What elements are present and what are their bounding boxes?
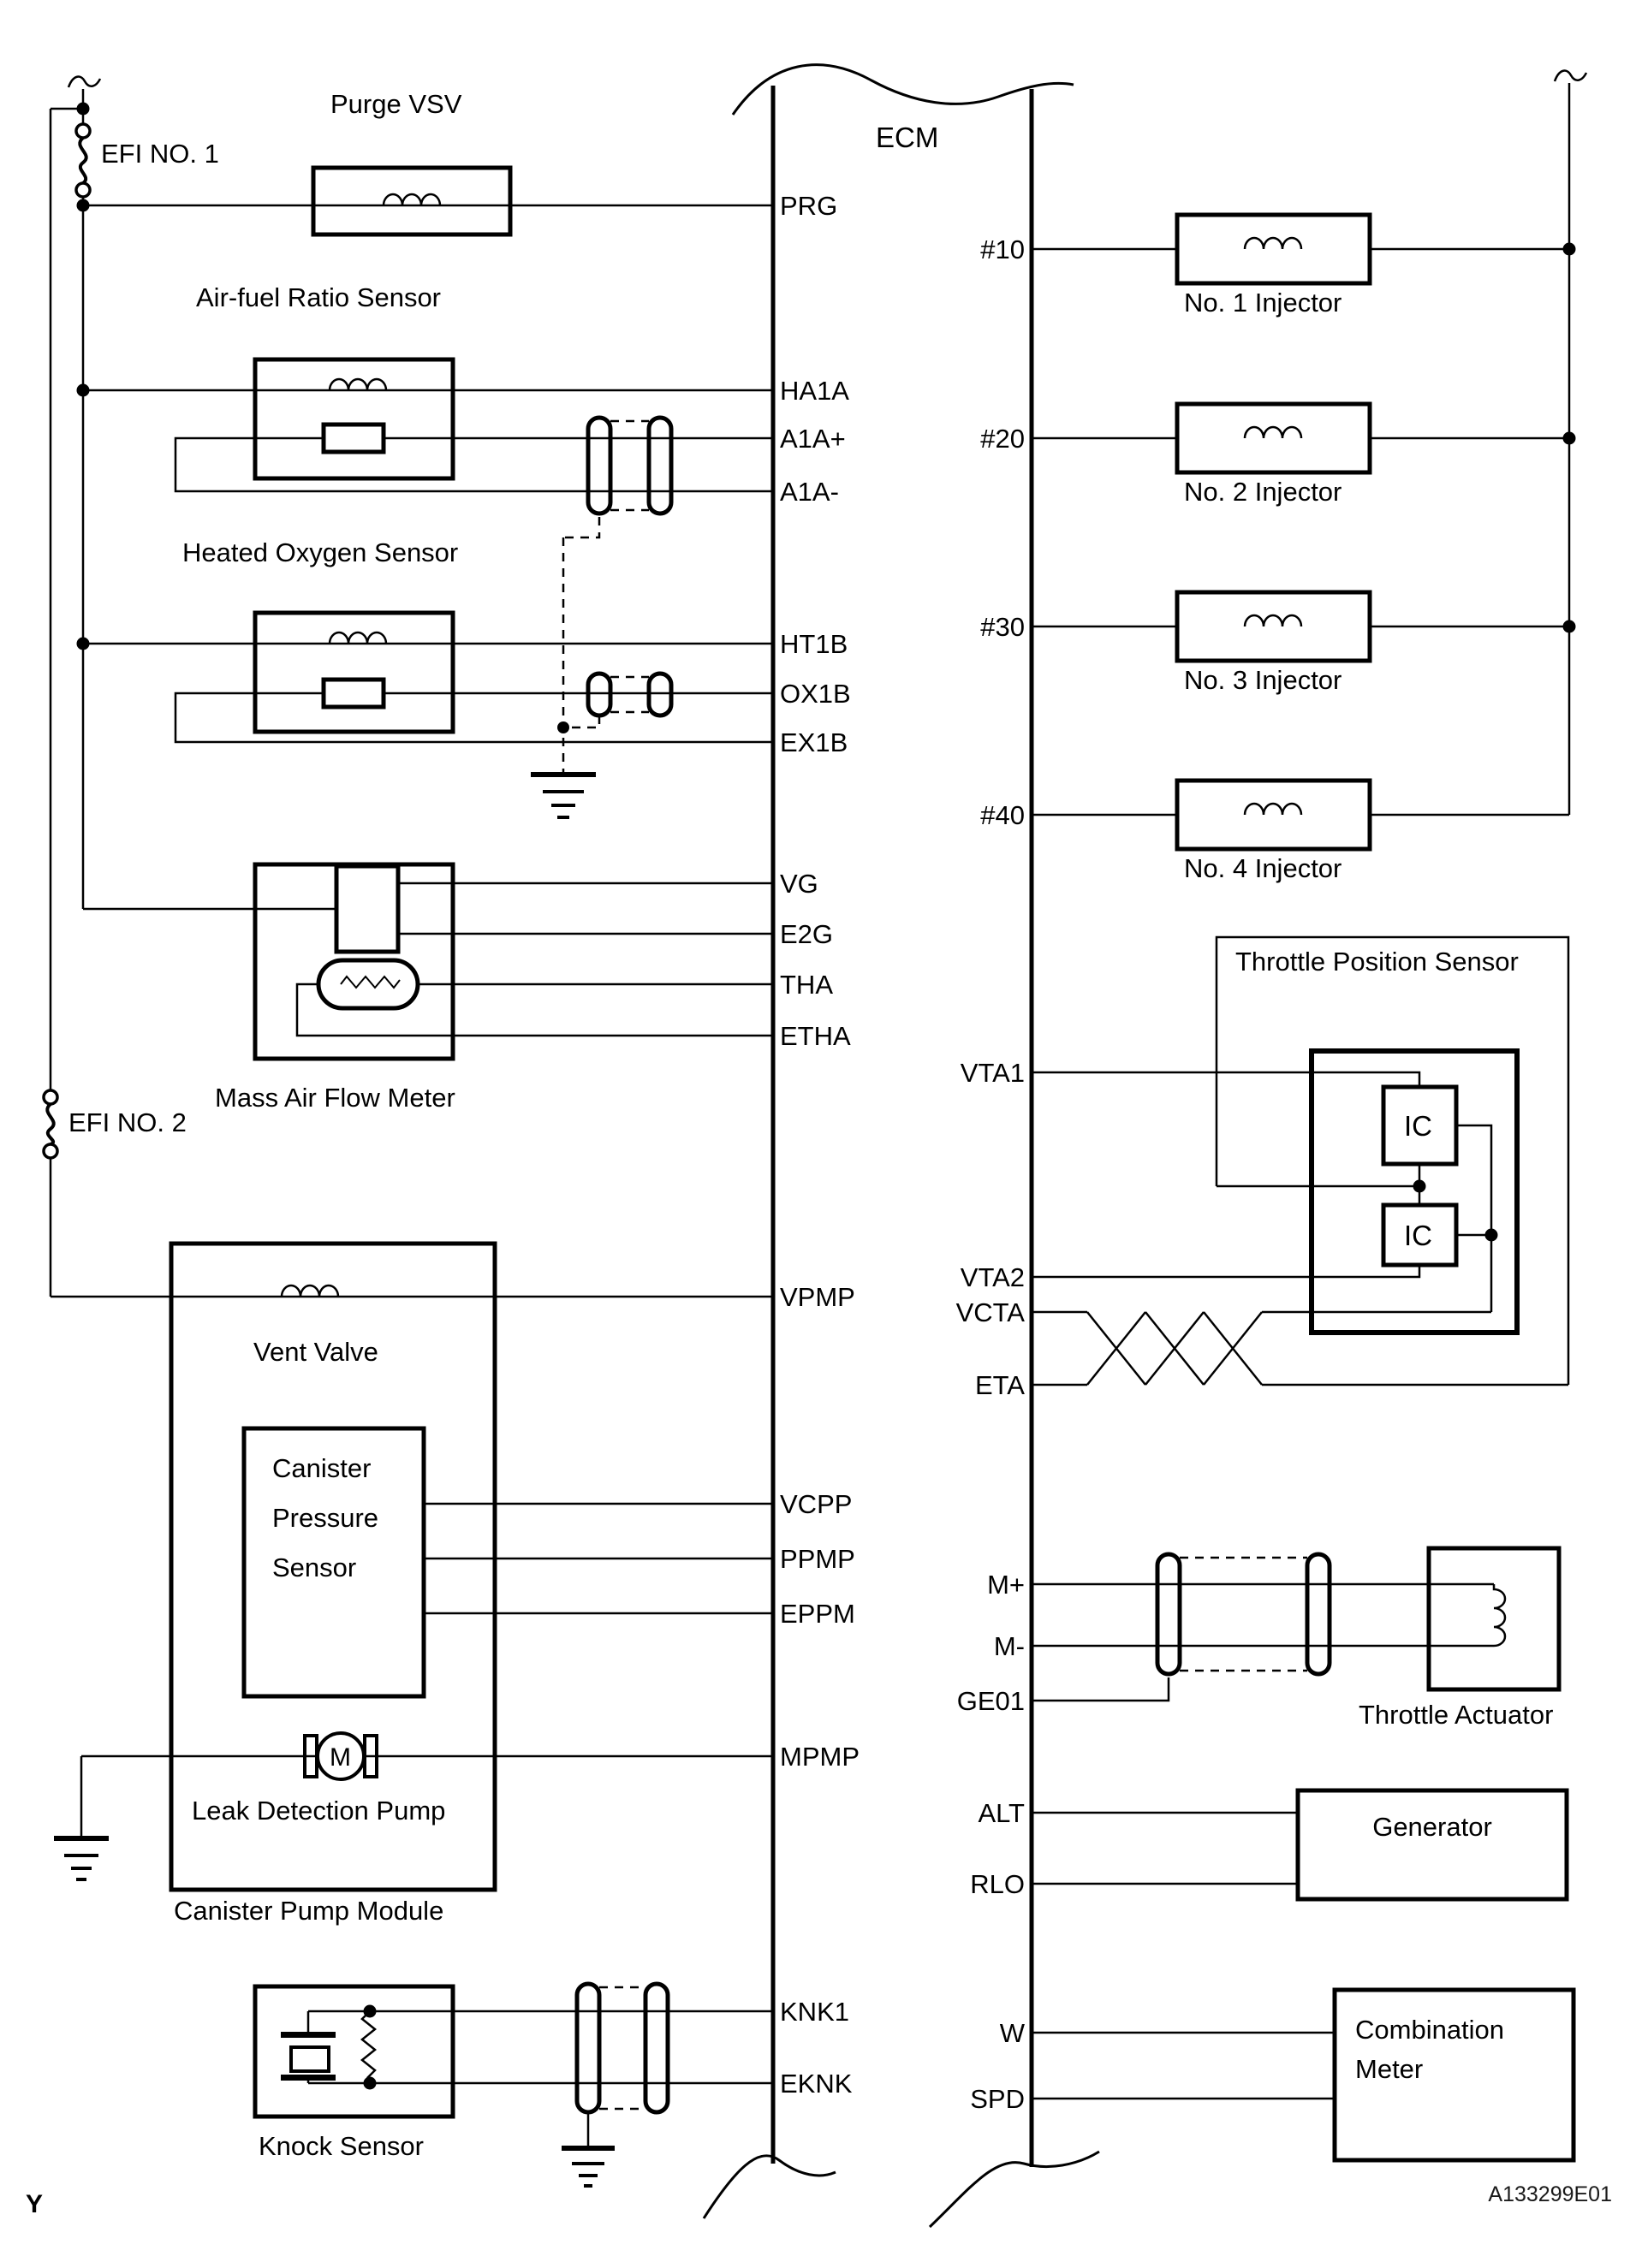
injector4-box (1177, 781, 1370, 849)
pin-vta2: VTA2 (960, 1262, 1025, 1292)
pin-e2g: E2G (780, 919, 834, 949)
thermistor-zigzag-icon (341, 977, 400, 988)
purge-vsv (83, 168, 773, 235)
pin-ox1b: OX1B (780, 679, 851, 709)
coil-icon (330, 632, 386, 644)
maf-meter (255, 864, 773, 1059)
pump-ground-icon (54, 1838, 109, 1879)
ecm-bottom-tear-right (930, 2152, 1099, 2227)
ecm-bottom-tear-left (704, 2156, 836, 2218)
wire-vta2 (1032, 1265, 1419, 1277)
coil-icon (282, 1285, 338, 1297)
injector1-label: No. 1 Injector (1184, 288, 1342, 318)
pin-20: #20 (980, 424, 1025, 454)
wire-vta1 (1032, 1072, 1419, 1087)
coil-icon (1245, 804, 1301, 815)
fuse-efi1-label: EFI NO. 1 (101, 139, 219, 169)
pin-40: #40 (980, 800, 1025, 830)
pin-alt: ALT (978, 1798, 1025, 1828)
throttle-actuator-box (1429, 1548, 1559, 1689)
pin-vg: VG (780, 869, 818, 899)
wire-ge01 (1032, 1677, 1169, 1701)
figure-code: A133299E01 (1488, 2182, 1612, 2206)
combination-meter-label-1: Combination (1355, 2015, 1505, 2045)
injector-3 (1032, 592, 1569, 661)
throttle-actuator-label: Throttle Actuator (1359, 1700, 1554, 1730)
cps-label-1: Canister (272, 1453, 372, 1483)
resistor-icon (324, 680, 384, 707)
cps-label-3: Sensor (272, 1553, 357, 1582)
pin-a1a-plus: A1A+ (780, 424, 846, 454)
injector2-label: No. 2 Injector (1184, 477, 1342, 507)
cps-label-2: Pressure (272, 1503, 379, 1533)
leak-pump-label: Leak Detection Pump (192, 1796, 446, 1826)
injector2-box (1177, 404, 1370, 472)
pin-eppm: EPPM (780, 1599, 855, 1629)
rail-break-icon (1555, 71, 1586, 81)
ic2-label: IC (1404, 1220, 1432, 1251)
pin-vcpp: VCPP (780, 1489, 853, 1519)
pin-etha: ETHA (780, 1021, 851, 1051)
knock-shield-ground-icon (562, 2148, 615, 2186)
ecm-block (704, 65, 1099, 2227)
coil-icon (1245, 427, 1301, 438)
pin-10: #10 (980, 235, 1025, 264)
pin-ppmp: PPMP (780, 1544, 855, 1574)
injector3-label: No. 3 Injector (1184, 665, 1342, 695)
piezo-plate-top (281, 2032, 336, 2038)
ic1-label: IC (1404, 1110, 1432, 1142)
pin-ht1b: HT1B (780, 629, 848, 659)
twisted-pair-icon (1087, 1312, 1262, 1385)
coil-icon (1245, 238, 1301, 249)
pin-vpmp: VPMP (780, 1282, 855, 1312)
wire-ex1b (175, 693, 773, 742)
page-marker: Y (26, 2190, 44, 2218)
canister-module-label: Canister Pump Module (174, 1896, 444, 1926)
motor-letter: M (330, 1743, 351, 1772)
thermistor-outline-icon (318, 960, 418, 1008)
knock-sensor-label: Knock Sensor (259, 2131, 424, 2161)
vent-valve-label: Vent Valve (253, 1337, 378, 1367)
coil-icon (384, 194, 440, 205)
combination-meter-label-2: Meter (1355, 2054, 1424, 2084)
injector3-box (1177, 592, 1370, 661)
maf-label: Mass Air Flow Meter (215, 1083, 455, 1113)
heated-o2-label: Heated Oxygen Sensor (182, 537, 459, 567)
afr-sensor-label: Air-fuel Ratio Sensor (196, 282, 442, 312)
rail1-break-icon (68, 77, 100, 87)
knock-shield-icon (577, 1984, 668, 2148)
fuse-efi2-icon (44, 1090, 57, 1158)
injector-2 (1032, 404, 1569, 472)
piezo-plate-bottom (281, 2075, 336, 2081)
fuse-efi2-label: EFI NO. 2 (68, 1107, 187, 1137)
pin-eta: ETA (975, 1370, 1025, 1400)
generator-box (1298, 1790, 1567, 1899)
wire-a1a-minus (175, 438, 773, 491)
pin-knk1: KNK1 (780, 1997, 849, 2027)
pin-mpmp: MPMP (780, 1742, 860, 1772)
pin-m-minus: M- (993, 1631, 1025, 1661)
pin-vcta: VCTA (955, 1297, 1025, 1327)
canister-pump-module (51, 1244, 773, 1890)
o2-shield-icon (569, 674, 671, 727)
injector4-label: No. 4 Injector (1184, 853, 1342, 883)
coil-icon (1494, 1584, 1505, 1646)
resistor-zigzag-icon (362, 2011, 375, 2078)
pin-30: #30 (980, 612, 1025, 642)
coil-icon (1245, 615, 1301, 626)
afr-shield-icon (563, 418, 671, 775)
tps-label: Throttle Position Sensor (1235, 947, 1519, 977)
actuator-shield-icon (1157, 1554, 1330, 1674)
coil-icon (330, 379, 386, 390)
generator (1032, 1790, 1567, 1899)
shield-ground-icon (531, 775, 596, 817)
pin-vta1: VTA1 (960, 1058, 1025, 1088)
knock-sensor (255, 1986, 773, 2117)
resistor-icon (324, 425, 384, 452)
pin-ha1a: HA1A (780, 376, 849, 406)
fuse-efi1-icon (76, 124, 90, 197)
injector-4 (1032, 781, 1569, 849)
pin-ex1b: EX1B (780, 727, 848, 757)
pin-prg: PRG (780, 191, 838, 221)
tps-inner-box (1312, 1051, 1517, 1333)
purge-vsv-label: Purge VSV (330, 89, 462, 119)
purge-vsv-box (313, 168, 510, 235)
throttle-actuator (1032, 1548, 1559, 1701)
ecm-left-pin-labels (780, 191, 860, 2099)
pin-m-plus: M+ (987, 1570, 1025, 1600)
pin-ge01: GE01 (956, 1686, 1025, 1716)
pin-spd: SPD (970, 2084, 1025, 2114)
pin-eknk: EKNK (780, 2069, 853, 2099)
knock-sensor-box (255, 1986, 453, 2117)
pin-rlo: RLO (970, 1869, 1025, 1899)
afr-sensor-box (255, 359, 453, 478)
pin-w: W (999, 2018, 1025, 2048)
throttle-position-sensor (1032, 937, 1568, 1385)
piezo-element-icon (291, 2047, 329, 2071)
ecm-title: ECM (876, 122, 939, 153)
ecm-top-tear (733, 65, 1074, 115)
generator-label: Generator (1372, 1812, 1492, 1842)
pin-tha: THA (780, 970, 833, 1000)
ecm-right-pin-labels (956, 235, 1026, 2114)
injector1-box (1177, 215, 1370, 283)
heated-o2-box (255, 613, 453, 732)
pin-a1a-minus: A1A- (780, 477, 839, 507)
maf-sensing-element (336, 866, 398, 952)
injector-1 (1032, 215, 1569, 283)
